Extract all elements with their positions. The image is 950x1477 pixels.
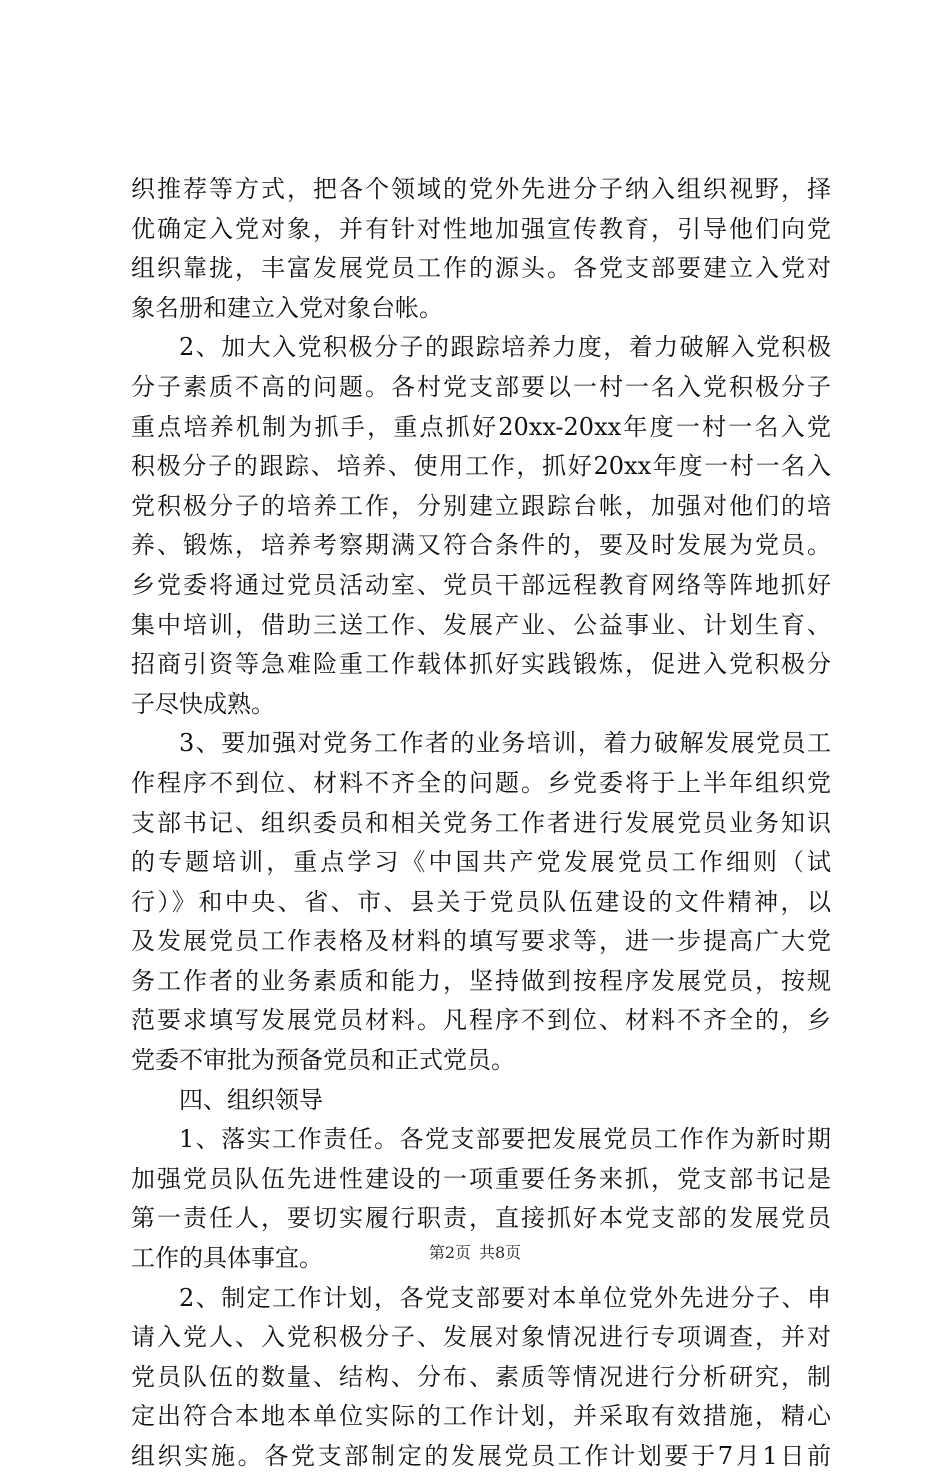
text-line: 3、要加强对党务工作者的业务培训，着力破解发展党员工 xyxy=(179,729,831,758)
text-line: 织推荐等方式，把各个领域的党外先进分子纳入组织视野，择 xyxy=(131,175,831,203)
text-line: 分子素质不高的问题。各村党支部要以一村一名入党积极分子 xyxy=(131,372,831,401)
page-footer xyxy=(0,1243,950,1263)
page-total: 共8页 xyxy=(479,1243,522,1262)
text-line: 第一责任人，要切实履行职责，直接抓好本党支部的发展党员 xyxy=(131,1204,831,1233)
text-line: 定出符合本地本单位实际的工作计划，并采取有效措施，精心 xyxy=(131,1402,831,1431)
text-line: 四、组织领导 xyxy=(179,1085,323,1114)
text-line: 组织实施。各党支部制定的发展党员工作计划要于7月1日前 xyxy=(131,1442,831,1470)
text-line: 行）》和中央、省、市、县关于党员队伍建设的文件精神，以 xyxy=(131,887,831,916)
text-line: 积极分子的跟踪、培养、使用工作，抓好20xx年度一村一名入 xyxy=(131,452,831,481)
text-line: 招商引资等急难险重工作载体抓好实践锻炼，促进入党积极分 xyxy=(131,650,831,679)
page-number: 第2页 xyxy=(428,1243,471,1262)
text-line: 党积极分子的培养工作，分别建立跟踪台帐，加强对他们的培 xyxy=(131,491,831,520)
text-line: 工作的具体事宜。 xyxy=(131,1244,323,1273)
text-line: 及发展党员工作表格及材料的填写要求等，进一步提高广大党 xyxy=(131,927,831,956)
text-line: 优确定入党对象，并有针对性地加强宣传教育，引导他们向党 xyxy=(131,214,831,243)
text-line: 2、制定工作计划，各党支部要对本单位党外先进分子、申 xyxy=(179,1283,831,1312)
text-line: 1、落实工作责任。各党支部要把发展党员工作作为新时期 xyxy=(179,1125,831,1154)
text-line: 集中培训，借助三送工作、发展产业、公益事业、计划生育、 xyxy=(131,610,831,639)
text-line: 党员队伍的数量、结构、分布、素质等情况进行分析研究，制 xyxy=(131,1362,831,1391)
text-line: 作程序不到位、材料不齐全的问题。乡党委将于上半年组织党 xyxy=(131,768,831,797)
text-line: 务工作者的业务素质和能力，坚持做到按程序发展党员，按规 xyxy=(131,966,831,995)
text-line: 加强党员队伍先进性建设的一项重要任务来抓，党支部书记是 xyxy=(131,1164,831,1193)
text-line: 象名册和建立入党对象台帐。 xyxy=(131,293,443,322)
text-line: 养、锻炼，培养考察期满又符合条件的，要及时发展为党员。 xyxy=(131,531,831,560)
text-line: 支部书记、组织委员和相关党务工作者进行发展党员业务知识 xyxy=(131,808,831,837)
text-line: 党委不审批为预备党员和正式党员。 xyxy=(131,1046,515,1075)
text-line: 请入党人、入党积极分子、发展对象情况进行专项调查，并对 xyxy=(131,1323,831,1352)
text-line: 组织靠拢，丰富发展党员工作的源头。各党支部要建立入党对 xyxy=(131,254,831,283)
text-line: 重点培养机制为抓手，重点抓好20xx-20xx年度一村一名入党 xyxy=(131,412,831,441)
text-line: 乡党委将通过党员活动室、党员干部远程教育网络等阵地抓好 xyxy=(131,570,831,599)
document-body xyxy=(131,170,831,1477)
text-line: 的专题培训，重点学习《中国共产党发展党员工作细则（试 xyxy=(131,848,831,877)
text-line: 子尽快成熟。 xyxy=(131,689,275,718)
text-line: 范要求填写发展党员材料。凡程序不到位、材料不齐全的，乡 xyxy=(131,1006,831,1035)
text-line: 2、加大入党积极分子的跟踪培养力度，着力破解入党积极 xyxy=(179,333,831,362)
